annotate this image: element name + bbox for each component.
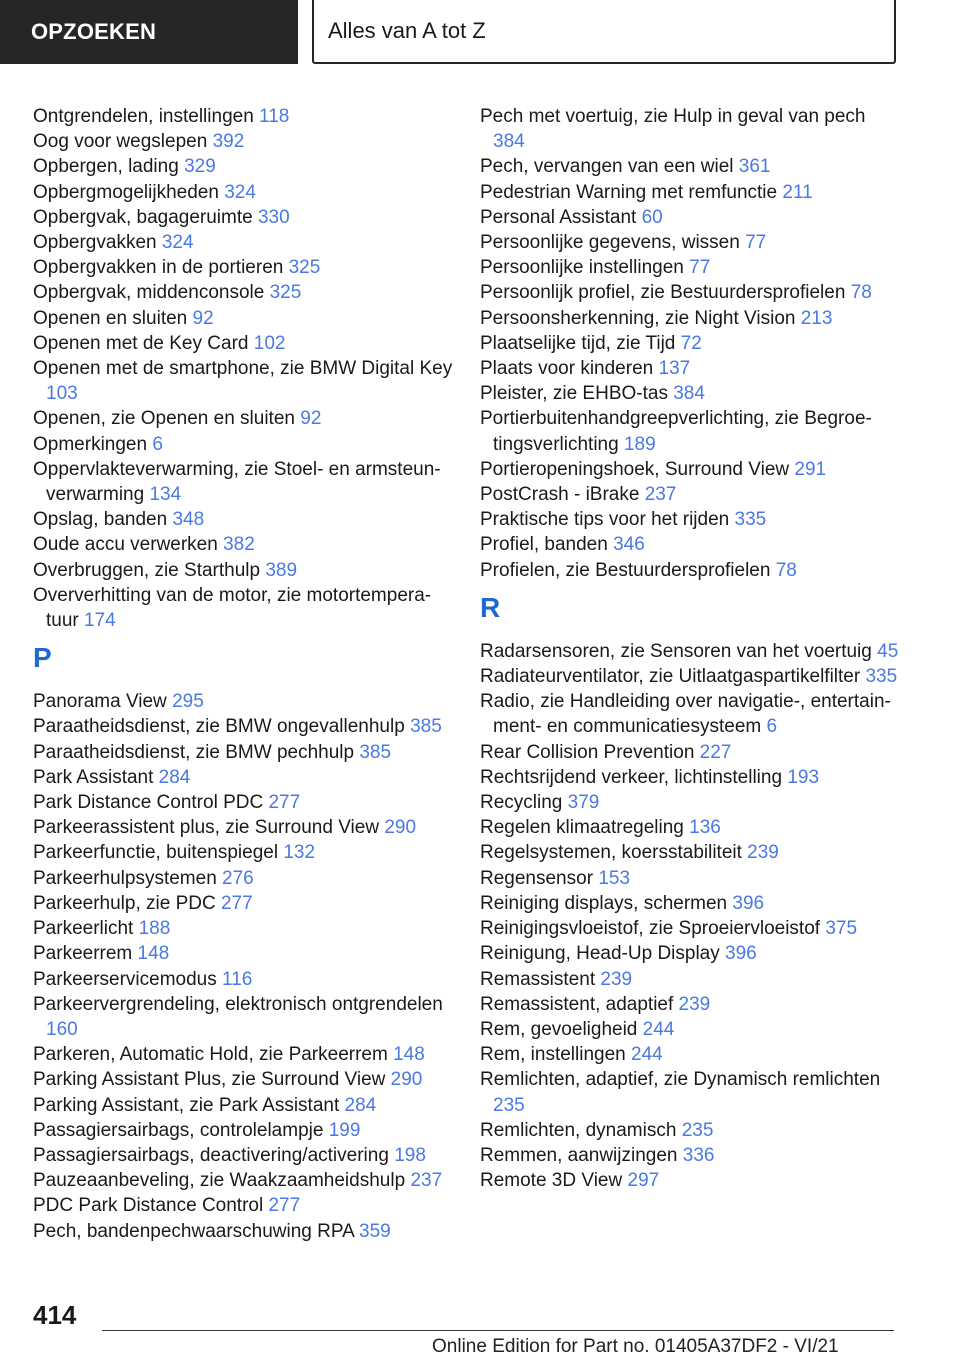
- index-page-link[interactable]: 136: [689, 817, 721, 839]
- index-entry: [480, 1042, 900, 1067]
- index-entry-text: Profielen, zie Bestuurdersprofielen: [480, 559, 771, 581]
- index-page-link[interactable]: 277: [268, 1195, 301, 1217]
- index-entry-text: Pech, bandenpechwaarschuwing RPA: [33, 1220, 354, 1242]
- index-page-link[interactable]: 198: [394, 1144, 426, 1166]
- index-page-link[interactable]: 276: [222, 867, 254, 889]
- index-entry: [480, 967, 900, 992]
- index-entry: [33, 432, 453, 457]
- index-page-link[interactable]: 384: [673, 383, 705, 405]
- index-entry: [480, 1168, 900, 1193]
- index-page-link[interactable]: 227: [699, 741, 732, 763]
- index-page-link[interactable]: 92: [300, 408, 322, 430]
- index-entry-text: Reiniging displays, schermen: [480, 892, 728, 914]
- index-entry: [33, 532, 453, 557]
- index-entry-text: Remlichten, adaptief, zie Dynamisch remlichten: [480, 1069, 881, 1091]
- index-entry: [33, 967, 453, 992]
- index-entry-text: Radarsensoren, zie Sensoren van het voertuig: [480, 640, 872, 662]
- index-entry-text: Parkeerservicemodus: [33, 968, 217, 990]
- index-entry: [33, 891, 453, 916]
- index-entry: [33, 457, 453, 507]
- index-page-link[interactable]: 295: [172, 691, 204, 713]
- index-entry: [33, 815, 453, 840]
- index-page-link[interactable]: 60: [641, 206, 663, 228]
- index-entry: [480, 255, 900, 280]
- index-entry: [33, 507, 453, 532]
- index-entry-text: Praktische tips voor het rijden: [480, 509, 730, 531]
- index-entry-text: Openen met de Key Card: [33, 332, 249, 354]
- index-page-link[interactable]: 174: [84, 610, 116, 632]
- index-entry-text: Openen, zie Openen en sluiten: [33, 408, 295, 430]
- index-entry: [480, 230, 900, 255]
- index-entry-text: PostCrash - iBrake: [480, 484, 640, 506]
- index-page-link[interactable]: 77: [689, 257, 711, 279]
- index-page-link[interactable]: 235: [493, 1094, 525, 1116]
- index-entry: [33, 1118, 453, 1143]
- index-entry-text: Opbergmogelijkheden: [33, 181, 219, 203]
- index-page-link[interactable]: 134: [149, 484, 182, 506]
- index-entry-text: Rem, gevoeligheid: [480, 1018, 638, 1040]
- index-entry: [480, 104, 900, 154]
- page-number: 414: [33, 1300, 77, 1330]
- index-page-link[interactable]: 72: [680, 332, 702, 354]
- index-page-link[interactable]: 211: [782, 181, 813, 203]
- index-entry-text: Parkeren, Automatic Hold, zie Parkeerrem: [33, 1044, 388, 1066]
- chapter-tab[interactable]: Alles van A tot Z: [312, 0, 896, 64]
- index-page-link[interactable]: 160: [46, 1018, 78, 1040]
- index-page-link[interactable]: 237: [644, 484, 677, 506]
- index-entry: [33, 1042, 453, 1067]
- index-page-link[interactable]: 239: [678, 993, 711, 1015]
- index-entry-text: Openen en sluiten: [33, 307, 188, 329]
- index-entry: [33, 740, 453, 765]
- index-entry: [480, 916, 900, 941]
- index-entry: [480, 866, 900, 891]
- index-page-link[interactable]: 92: [192, 307, 214, 329]
- index-page-link[interactable]: 78: [850, 282, 872, 304]
- index-page-link[interactable]: 290: [384, 817, 417, 839]
- index-entry-text: Reinigingsvloeistof, zie Sproeiervloeistof: [480, 918, 821, 940]
- index-entry: [480, 381, 900, 406]
- index-page-link[interactable]: 132: [283, 842, 316, 864]
- index-page-link[interactable]: 392: [212, 131, 245, 153]
- index-page-link[interactable]: 375: [825, 918, 858, 940]
- index-entry-text: Paraatheidsdienst, zie BMW pechhulp: [33, 741, 355, 763]
- index-entry-text: Pedestrian Warning met remfunctie: [480, 181, 778, 203]
- index-entry: [480, 765, 900, 790]
- index-page-link[interactable]: 277: [268, 792, 301, 814]
- index-page-link[interactable]: 325: [288, 257, 321, 279]
- index-entry-text: Opbergvakken in de portieren: [33, 257, 284, 279]
- index-entry: [33, 765, 453, 790]
- index-entry: [33, 129, 453, 154]
- index-entry: [33, 104, 453, 129]
- index-entry: [480, 639, 900, 664]
- index-page-link[interactable]: 153: [598, 867, 631, 889]
- index-entry-text: Portierbuitenhandgreepverlichting, zie Begroetingsverlichting: [480, 408, 872, 455]
- index-entry-text: Opbergvak, bagageruimte: [33, 206, 253, 228]
- index-entry: [480, 1118, 900, 1143]
- index-page-link[interactable]: 239: [600, 968, 633, 990]
- index-entry-text: Remassistent, adaptief: [480, 993, 674, 1015]
- index-entry-text: Pech, vervangen van een wiel: [480, 156, 734, 178]
- index-entry-text: Park Assistant: [33, 766, 154, 788]
- index-entry-text: Remassistent: [480, 968, 596, 990]
- index-entry-text: Park Distance Control PDC: [33, 792, 264, 814]
- index-entry-text: Remlichten, dynamisch: [480, 1119, 677, 1141]
- index-entry: [480, 507, 900, 532]
- index-entry-text: Regelsystemen, koersstabiliteit: [480, 842, 742, 864]
- index-page-link[interactable]: 137: [658, 358, 691, 380]
- index-entry-text: Parkeerrem: [33, 943, 133, 965]
- index-entry: [33, 840, 453, 865]
- index-entry: [33, 866, 453, 891]
- index-entry-text: Regensensor: [480, 867, 594, 889]
- index-entry: [480, 1017, 900, 1042]
- index-entry: [33, 1168, 453, 1193]
- index-entry-text: Oude accu verwerken: [33, 534, 218, 556]
- index-entry-text: Persoonlijke instellingen: [480, 257, 684, 279]
- footer-divider: [102, 1330, 894, 1331]
- index-page-link[interactable]: 324: [224, 181, 256, 203]
- index-entry-text: Radiateurventilator, zie Uitlaatgaspartikelfilter: [480, 666, 861, 688]
- index-entry: [33, 180, 453, 205]
- index-entry-text: Remmen, aanwijzingen: [480, 1144, 678, 1166]
- index-entry-text: Radio, zie Handleiding over navigatie-, entertainment- en communicatiesysteem: [480, 691, 891, 738]
- index-entry: [33, 205, 453, 230]
- index-entry: [480, 180, 900, 205]
- index-page-link[interactable]: 346: [613, 534, 645, 556]
- index-entry: [33, 558, 453, 583]
- index-page-link[interactable]: 148: [393, 1044, 425, 1066]
- index-page-link[interactable]: 297: [627, 1170, 660, 1192]
- index-entry: [33, 154, 453, 179]
- index-page-link[interactable]: 244: [631, 1044, 663, 1066]
- index-entry-text: Paraatheidsdienst, zie BMW ongevallenhulp: [33, 716, 405, 738]
- index-column-right: [480, 104, 900, 1193]
- index-entry: [480, 1067, 900, 1117]
- index-entry: [33, 1143, 453, 1168]
- index-entry-text: Panorama View: [33, 691, 167, 713]
- index-page-link[interactable]: 335: [865, 666, 898, 688]
- index-entry: [480, 532, 900, 557]
- index-page-link[interactable]: 213: [800, 307, 833, 329]
- index-page-link[interactable]: 199: [328, 1119, 361, 1141]
- index-entry: [33, 1067, 453, 1092]
- index-entry: [480, 992, 900, 1017]
- index-entry: [33, 714, 453, 739]
- index-entry-text: Passagiersairbags, deactivering/activering: [33, 1144, 389, 1166]
- index-entry: [33, 280, 453, 305]
- index-page-link[interactable]: 361: [738, 156, 771, 178]
- index-entry: [480, 1143, 900, 1168]
- index-page-link[interactable]: 284: [158, 766, 191, 788]
- index-page-link[interactable]: 396: [725, 943, 757, 965]
- index-entry-text: Plaatselijke tijd, zie Tijd: [480, 332, 676, 354]
- index-entry-text: Parkeerlicht: [33, 918, 134, 940]
- index-entry: [33, 230, 453, 255]
- index-page-link[interactable]: 336: [682, 1144, 715, 1166]
- index-entry: [33, 583, 453, 633]
- index-entry-text: Opbergvak, middenconsole: [33, 282, 265, 304]
- page-header: [0, 0, 960, 66]
- index-entry: [33, 331, 453, 356]
- index-entry-text: Personal Assistant: [480, 206, 637, 228]
- index-entry-text: Recycling: [480, 792, 563, 814]
- index-page-link[interactable]: 291: [794, 458, 827, 480]
- index-entry-text: Opslag, banden: [33, 509, 168, 531]
- index-entry-text: Overbruggen, zie Starthulp: [33, 559, 261, 581]
- index-page-link[interactable]: 118: [259, 106, 290, 127]
- index-entry-text: Passagiersairbags, controlelampje: [33, 1119, 324, 1141]
- index-entry-text: Parking Assistant, zie Park Assistant: [33, 1094, 340, 1116]
- index-entry: [480, 664, 900, 689]
- index-letter-heading: P: [33, 642, 52, 674]
- index-page-link[interactable]: 389: [265, 559, 298, 581]
- index-page-link[interactable]: 103: [46, 383, 78, 405]
- index-entry: [33, 1093, 453, 1118]
- index-entry-text: Oppervlakteverwarming, zie Stoel- en armsteunverwarming: [33, 458, 441, 506]
- index-entry-text: Parkeerhulp, zie PDC: [33, 892, 216, 914]
- index-entry-text: Opmerkingen: [33, 433, 148, 455]
- index-page-link[interactable]: 102: [253, 332, 286, 354]
- index-letter-heading: R: [480, 591, 501, 623]
- index-entry-text: Rechtsrijdend verkeer, lichtinstelling: [480, 766, 783, 788]
- index-entry-text: Profiel, banden: [480, 534, 608, 556]
- index-page-link[interactable]: 45: [877, 640, 899, 662]
- index-page-link[interactable]: 193: [787, 766, 820, 788]
- index-entry: [480, 457, 900, 482]
- index-page-link[interactable]: 330: [257, 206, 290, 228]
- index-page-link[interactable]: 277: [220, 892, 253, 914]
- index-page-link[interactable]: 188: [138, 918, 171, 940]
- index-entry-text: Parkeerhulpsystemen: [33, 867, 217, 889]
- index-entry: [33, 992, 453, 1042]
- index-page-link[interactable]: 385: [359, 741, 392, 763]
- index-page-link[interactable]: 284: [344, 1094, 377, 1116]
- index-entry: [33, 306, 453, 331]
- index-entry: [33, 916, 453, 941]
- index-page-link[interactable]: 329: [184, 156, 216, 178]
- index-entry: [33, 689, 453, 714]
- index-entry-text: Regelen klimaatregeling: [480, 817, 684, 839]
- index-entry: [480, 306, 900, 331]
- index-entry-text: Openen met de smartphone, zie BMW Digital Key: [33, 358, 453, 380]
- index-entry-text: Pauzeaanbeveling, zie Waakzaamheidshulp: [33, 1170, 406, 1192]
- index-entry-text: Parking Assistant Plus, zie Surround View: [33, 1069, 386, 1091]
- index-entry: [33, 790, 453, 815]
- index-entry-text: Pleister, zie EHBO-tas: [480, 383, 668, 405]
- index-entry-text: Oververhitting van de motor, zie motortemperatuur: [33, 584, 432, 632]
- index-entry: [480, 558, 900, 583]
- index-entry: [33, 1219, 453, 1244]
- index-page-link[interactable]: 384: [493, 131, 525, 153]
- index-entry: [480, 790, 900, 815]
- index-entry-text: Reinigung, Head-Up Display: [480, 943, 720, 965]
- index-entry-text: Parkeervergrendeling, elektronisch ontgrendelen: [33, 993, 443, 1015]
- index-entry-text: Persoonlijke gegevens, wissen: [480, 232, 740, 254]
- index-entry: [480, 154, 900, 179]
- index-entry-text: PDC Park Distance Control: [33, 1195, 264, 1217]
- index-entry: [33, 406, 453, 431]
- index-entry-text: Parkeerassistent plus, zie Surround View: [33, 817, 380, 839]
- index-page-link[interactable]: 6: [766, 716, 778, 738]
- index-page-link[interactable]: 382: [223, 534, 255, 556]
- index-entry: [33, 356, 453, 406]
- index-page-link[interactable]: 325: [269, 282, 302, 304]
- edition-footer: Online Edition for Part no. 01405A37DF2 - VI/21: [432, 1336, 839, 1357]
- index-page-link[interactable]: 385: [410, 716, 442, 738]
- index-entry-text: Portieropeningshoek, Surround View: [480, 458, 790, 480]
- index-entry: [480, 740, 900, 765]
- index-entry: [480, 689, 900, 739]
- index-page-link[interactable]: 290: [390, 1069, 423, 1091]
- index-page-link[interactable]: 116: [222, 968, 253, 990]
- section-tab[interactable]: OPZOEKEN: [0, 0, 298, 64]
- index-entry: [33, 941, 453, 966]
- index-column-left: [33, 104, 453, 1244]
- index-entry: [480, 482, 900, 507]
- index-entry-text: Persoonlijk profiel, zie Bestuurdersprofielen: [480, 282, 846, 304]
- index-entry-text: Opbergen, lading: [33, 156, 179, 178]
- index-entry-text: Ontgrendelen, instellingen: [33, 106, 254, 127]
- index-page-link[interactable]: 239: [747, 842, 779, 864]
- index-entry: [480, 406, 900, 456]
- index-page-link[interactable]: 379: [567, 792, 600, 814]
- index-page-link[interactable]: 235: [681, 1119, 714, 1141]
- index-entry: [33, 255, 453, 280]
- index-entry-text: Plaats voor kinderen: [480, 358, 654, 380]
- index-entry: [480, 356, 900, 381]
- index-page-link[interactable]: 244: [642, 1018, 675, 1040]
- index-entry: [480, 941, 900, 966]
- index-entry: [480, 891, 900, 916]
- index-entry: [480, 840, 900, 865]
- index-entry: [480, 280, 900, 305]
- index-page-link[interactable]: 237: [410, 1170, 443, 1192]
- index-entry-text: Pech met voertuig, zie Hulp in geval van pech: [480, 106, 866, 127]
- index-page-link[interactable]: 189: [623, 433, 656, 455]
- index-page-link[interactable]: 6: [152, 433, 163, 455]
- index-entry-text: Rem, instellingen: [480, 1044, 626, 1066]
- index-entry-text: Oog voor wegslepen: [33, 131, 208, 153]
- index-page-link[interactable]: 324: [161, 232, 194, 254]
- index-page-link[interactable]: 77: [745, 232, 767, 254]
- index-entry-text: Parkeerfunctie, buitenspiegel: [33, 842, 279, 864]
- index-page-link[interactable]: 348: [172, 509, 205, 531]
- index-entry-text: Persoonsherkenning, zie Night Vision: [480, 307, 796, 329]
- index-page-link[interactable]: 148: [137, 943, 170, 965]
- index-entry: [480, 331, 900, 356]
- index-entry-text: Rear Collision Prevention: [480, 741, 695, 763]
- index-page-link[interactable]: 359: [359, 1220, 391, 1242]
- index-entry: [480, 205, 900, 230]
- index-entry: [33, 1193, 453, 1218]
- index-page-link[interactable]: 396: [732, 892, 765, 914]
- index-entry-text: Opbergvakken: [33, 232, 157, 254]
- index-entry: [480, 815, 900, 840]
- index-page-link[interactable]: 78: [775, 559, 797, 581]
- index-page-link[interactable]: 335: [734, 509, 767, 531]
- index-entry-text: Remote 3D View: [480, 1170, 623, 1192]
